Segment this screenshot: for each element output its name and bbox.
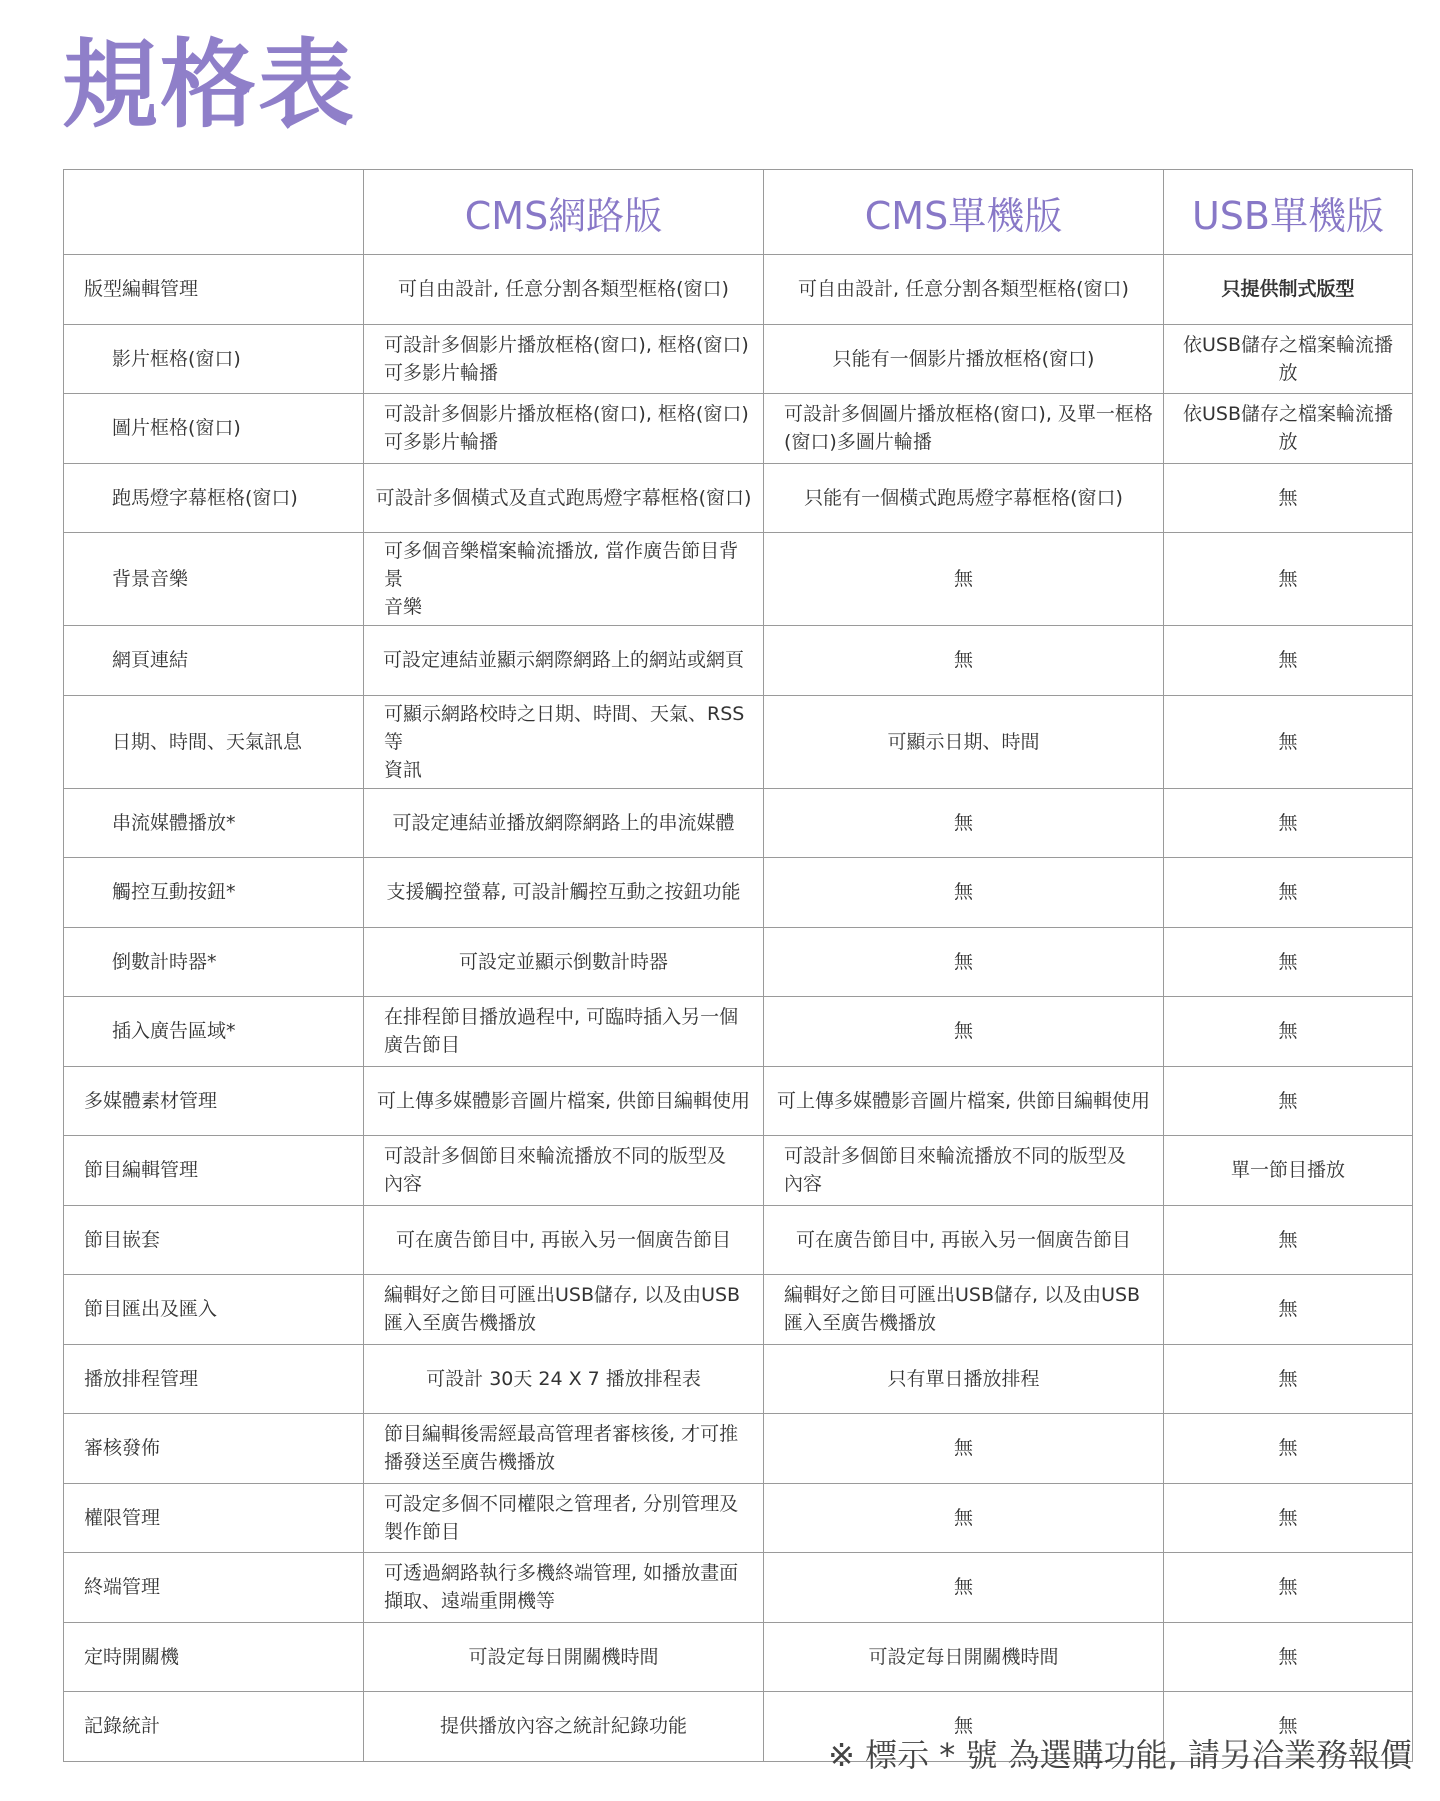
cms-standalone-value: 可顯示日期、時間: [764, 695, 1164, 788]
feature-label: 定時開關機: [64, 1622, 364, 1692]
feature-label: 節目嵌套: [64, 1205, 364, 1275]
cms-network-value: 可設計多個節目來輪流播放不同的版型及 內容: [364, 1136, 764, 1206]
table-row: [64, 1553, 1413, 1623]
usb-standalone-value: 無: [1164, 1205, 1413, 1275]
cms-network-value: 節目編輯後需經最高管理者審核後, 才可推 播發送至廣告機播放: [364, 1414, 764, 1484]
feature-label: 跑馬燈字幕框格(窗口): [64, 463, 364, 533]
usb-standalone-value: 無: [1164, 788, 1413, 858]
cms-network-value: 可設計多個影片播放框格(窗口), 框格(窗口) 可多影片輪播: [364, 394, 764, 464]
cms-network-value: 可設計多個影片播放框格(窗口), 框格(窗口) 可多影片輪播: [364, 324, 764, 394]
table-row: [64, 533, 1413, 626]
cms-standalone-value: 只有單日播放排程: [764, 1344, 1164, 1414]
usb-standalone-value: 無: [1164, 927, 1413, 997]
cms-network-value: 可設計多個橫式及直式跑馬燈字幕框格(窗口): [364, 463, 764, 533]
table-header-row: [64, 170, 1413, 255]
cms-standalone-value: 無: [764, 927, 1164, 997]
table-row: [64, 1414, 1413, 1484]
table-row: [64, 788, 1413, 858]
cms-network-value: 在排程節目播放過程中, 可臨時插入另一個 廣告節目: [364, 997, 764, 1067]
feature-label: 審核發佈: [64, 1414, 364, 1484]
table-row: [64, 1622, 1413, 1692]
cms-standalone-value: 無: [764, 788, 1164, 858]
table-row: [64, 626, 1413, 696]
usb-standalone-value: 依USB儲存之檔案輪流播放: [1164, 394, 1413, 464]
cms-network-value: 可設計 30天 24 X 7 播放排程表: [364, 1344, 764, 1414]
feature-label: 終端管理: [64, 1553, 364, 1623]
usb-standalone-value: 無: [1164, 1344, 1413, 1414]
usb-standalone-value: 無: [1164, 1483, 1413, 1553]
page-title: 規格表: [62, 29, 356, 141]
feature-label: 網頁連結: [64, 626, 364, 696]
usb-standalone-value: 無: [1164, 1692, 1413, 1762]
feature-label: 影片框格(窗口): [64, 324, 364, 394]
cms-standalone-value: 無: [764, 1692, 1164, 1762]
cms-standalone-value: 可設計多個圖片播放框格(窗口), 及單一框格 (窗口)多圖片輪播: [764, 394, 1164, 464]
cms-network-value: 可設定每日開關機時間: [364, 1622, 764, 1692]
cms-standalone-value: 無: [764, 858, 1164, 928]
cms-network-value: 可自由設計, 任意分割各類型框格(窗口): [364, 255, 764, 325]
feature-label: 播放排程管理: [64, 1344, 364, 1414]
cms-standalone-value: 無: [764, 1483, 1164, 1553]
header-cms-standalone: CMS單機版: [764, 170, 1164, 255]
feature-label: 觸控互動按鈕*: [64, 858, 364, 928]
cms-network-value: 可設定連結並播放網際網路上的串流媒體: [364, 788, 764, 858]
usb-standalone-value: 單一節目播放: [1164, 1136, 1413, 1206]
table-row: [64, 858, 1413, 928]
usb-standalone-value: 無: [1164, 1414, 1413, 1484]
usb-standalone-value: 無: [1164, 626, 1413, 696]
header-usb-standalone: USB單機版: [1164, 170, 1413, 255]
table-row: [64, 695, 1413, 788]
usb-standalone-value: 只提供制式版型: [1164, 255, 1413, 325]
cms-standalone-value: 無: [764, 997, 1164, 1067]
feature-label: 圖片框格(窗口): [64, 394, 364, 464]
feature-label: 記錄統計: [64, 1692, 364, 1762]
cms-standalone-value: 可在廣告節目中, 再嵌入另一個廣告節目: [764, 1205, 1164, 1275]
usb-standalone-value: 依USB儲存之檔案輪流播放: [1164, 324, 1413, 394]
cms-network-value: 可設定連結並顯示網際網路上的網站或網頁: [364, 626, 764, 696]
feature-label: 串流媒體播放*: [64, 788, 364, 858]
feature-label: 權限管理: [64, 1483, 364, 1553]
feature-label: 日期、時間、天氣訊息: [64, 695, 364, 788]
feature-label: 插入廣告區域*: [64, 997, 364, 1067]
table-row: [64, 1275, 1413, 1345]
usb-standalone-value: 無: [1164, 1553, 1413, 1623]
feature-label: 節目匯出及匯入: [64, 1275, 364, 1345]
usb-standalone-value: 無: [1164, 695, 1413, 788]
feature-label: 版型編輯管理: [64, 255, 364, 325]
cms-network-value: 可在廣告節目中, 再嵌入另一個廣告節目: [364, 1205, 764, 1275]
table-row: [64, 463, 1413, 533]
feature-label: 多媒體素材管理: [64, 1066, 364, 1136]
cms-standalone-value: 無: [764, 533, 1164, 626]
cms-standalone-value: 可設計多個節目來輪流播放不同的版型及 內容: [764, 1136, 1164, 1206]
table-row: [64, 1136, 1413, 1206]
cms-standalone-value: 無: [764, 1553, 1164, 1623]
table-row: [64, 927, 1413, 997]
cms-network-value: 可多個音樂檔案輪流播放, 當作廣告節目背景 音樂: [364, 533, 764, 626]
feature-label: 背景音樂: [64, 533, 364, 626]
cms-network-value: 編輯好之節目可匯出USB儲存, 以及由USB 匯入至廣告機播放: [364, 1275, 764, 1345]
cms-network-value: 可設定多個不同權限之管理者, 分別管理及 製作節目: [364, 1483, 764, 1553]
header-corner: [64, 170, 364, 255]
spec-table: [63, 169, 1413, 1762]
cms-network-value: 可透過網路執行多機終端管理, 如播放畫面 擷取、遠端重開機等: [364, 1553, 764, 1623]
cms-standalone-value: 無: [764, 626, 1164, 696]
header-cms-network: CMS網路版: [364, 170, 764, 255]
footnote: ※ 標示 * 號 為選購功能, 請另洽業務報價: [828, 1736, 1412, 1774]
cms-network-value: 可顯示網路校時之日期、時間、天氣、RSS等 資訊: [364, 695, 764, 788]
usb-standalone-value: 無: [1164, 858, 1413, 928]
table-row: [64, 1205, 1413, 1275]
table-row: [64, 324, 1413, 394]
cms-standalone-value: 可上傳多媒體影音圖片檔案, 供節目編輯使用: [764, 1066, 1164, 1136]
cms-standalone-value: 無: [764, 1414, 1164, 1484]
table-row: [64, 997, 1413, 1067]
cms-network-value: 支援觸控螢幕, 可設計觸控互動之按鈕功能: [364, 858, 764, 928]
cms-standalone-value: 可自由設計, 任意分割各類型框格(窗口): [764, 255, 1164, 325]
cms-network-value: 提供播放內容之統計紀錄功能: [364, 1692, 764, 1762]
table-row: [64, 1344, 1413, 1414]
feature-label: 倒數計時器*: [64, 927, 364, 997]
usb-standalone-value: 無: [1164, 533, 1413, 626]
table-row: [64, 1066, 1413, 1136]
table-row: [64, 1483, 1413, 1553]
cms-standalone-value: 編輯好之節目可匯出USB儲存, 以及由USB 匯入至廣告機播放: [764, 1275, 1164, 1345]
cms-standalone-value: 只能有一個影片播放框格(窗口): [764, 324, 1164, 394]
usb-standalone-value: 無: [1164, 1066, 1413, 1136]
feature-label: 節目編輯管理: [64, 1136, 364, 1206]
usb-standalone-value: 無: [1164, 997, 1413, 1067]
usb-standalone-value: 無: [1164, 1275, 1413, 1345]
usb-standalone-value: 無: [1164, 1622, 1413, 1692]
cms-standalone-value: 可設定每日開關機時間: [764, 1622, 1164, 1692]
table-body: [64, 255, 1413, 1762]
table-row: [64, 394, 1413, 464]
usb-standalone-value: 無: [1164, 463, 1413, 533]
table-row: [64, 255, 1413, 325]
cms-network-value: 可設定並顯示倒數計時器: [364, 927, 764, 997]
cms-standalone-value: 只能有一個橫式跑馬燈字幕框格(窗口): [764, 463, 1164, 533]
cms-network-value: 可上傳多媒體影音圖片檔案, 供節目編輯使用: [364, 1066, 764, 1136]
